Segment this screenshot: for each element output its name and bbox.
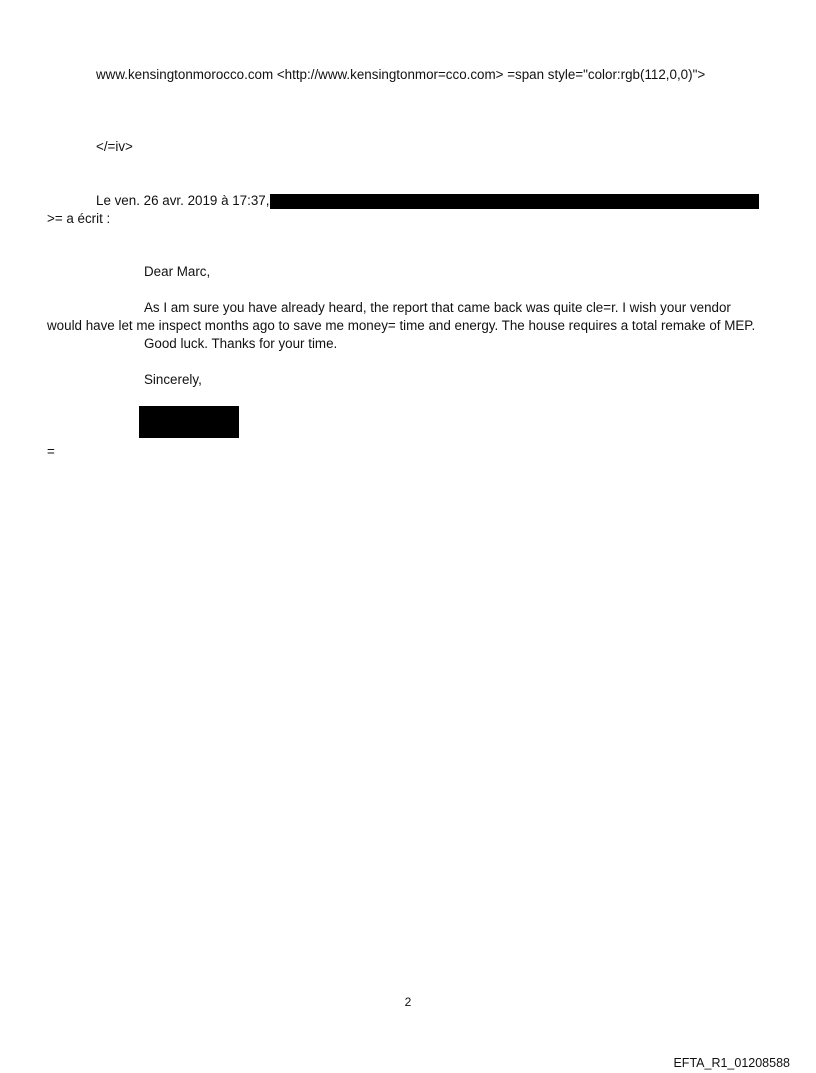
div-close-tag: </=iv> xyxy=(96,139,133,154)
trailing-marker: = xyxy=(47,444,55,459)
closing: Sincerely, xyxy=(144,372,202,387)
redaction-box-signature xyxy=(139,406,239,438)
quote-header-prefix: Le ven. 26 avr. 2019 à 17:37, xyxy=(96,193,270,208)
page-number: 2 xyxy=(404,995,412,1009)
redaction-box-sender xyxy=(270,194,759,209)
bates-id: EFTA_R1_01208588 xyxy=(673,1056,790,1070)
body-line-1: As I am sure you have already heard, the report that came back was quite cle=r. I wish your vendor xyxy=(144,300,731,315)
body-line-2: would have let me inspect months ago to save me money= time and energy. The house requires a total remake of MEP. xyxy=(47,318,756,333)
quote-header-suffix: >= a écrit : xyxy=(47,211,111,226)
website-line: www.kensingtonmorocco.com <http://www.kensingtonmor=cco.com> =span style="color:rgb(112,0,0)"> xyxy=(96,67,706,82)
greeting: Dear Marc, xyxy=(144,264,211,279)
body-line-3: Good luck. Thanks for your time. xyxy=(144,336,338,351)
